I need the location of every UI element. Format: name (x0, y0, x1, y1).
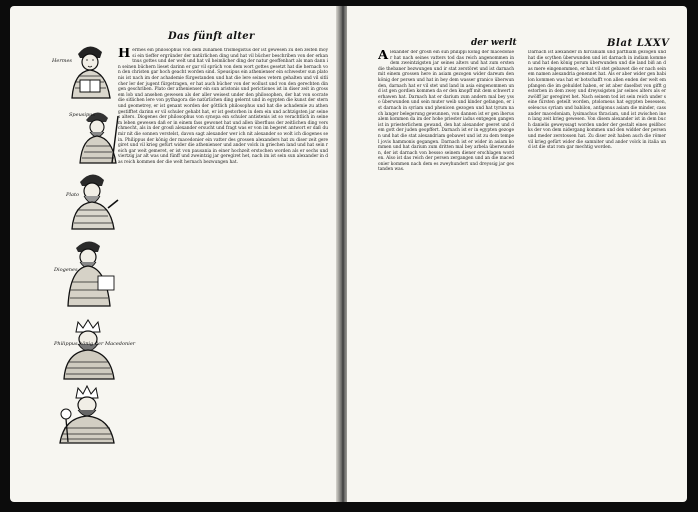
right-page-running-head: der werlt (471, 38, 517, 48)
crowned-king-icon (56, 318, 120, 380)
figure-caption: Plato (66, 192, 79, 198)
figure-caption: Speusipus (69, 112, 95, 118)
right-page-column-left: Alexander der grosß ein sun philippi könig der macedonier hat nach seines vatters tod das reich angenommen in dem zweintzigsten jar seines alters und hat zum ersten die thebaner bezwungen und ir stat zerstöret und ist darnach mit einem grossen here in asiam gezogen wider dareum den könig der persen und hat in bey dem wasser granico überwunden, darnach hat er vil stet und land in asia eingenommen und ist gen gordien kommen da er den knopff mit dem schwert zerhawen hat. Darnach hat er darium zum andern mal bey ysso überwunden und sein muter weib und kinder gefangen, er ist darnach in syriam und phenicen gezogen und hat tyrum nach langer belegerung gewunnen, von dannen ist er gen iherusalem kommen da im der hohe priester iadus entgegen gangen ist in priesterlichem gewand, den hat alexander geeret und dem gott der juden geopffert. Darnach ist er in egypten gezogen und hat die stat alexandriam gebawet und ist zu dem tempel jovis hammonis gegangen. Darnach ist er wider in asiam kommen und hat darium zum dritten mal bey arbela überwunden, der ist darnach von bessso seinem diener erschlagen worden. Also ist das reich der persen zergangen und an die macedonier kommen nach dem es zweyhundert und dreyssig jar gestanden was. (378, 50, 514, 173)
figure-caption: Philippus könig der Macedonier (54, 341, 136, 347)
right-page-column-right: Darnach ist alexander in hircaniam und parthiam gezogen und hat die scythen überwunden und ist darnach in indiam kommen und hat den könig porum überwunden und die land biß an das mere eingenommen, er hat vil stet gebawet die er nach seinem namen alexandria genennet hat. Als er aber wider gen babilon kommen was hat er botschafft von allen enden der welt empfangen die im gehuldet haben, er ist aber daselbst von gifft gestorben in dem zwey und dreyssigsten jar seines alters als er zwölff jar geregiret het. Nach seinem tod ist sein reich under seine fürsten geteilt worden, ptolomeus hat egypten besessen, seleucus syriam und babilon, antigonus asiam die minder, cassander macedoniam, lysimachus thraciam, und ist zwischen inen lang zeit krieg gewesen. Von disem alexander ist in dem buch danielis geweyssagt worden under der gestalt eines geißbocks der von dem nidergang kommen und den widder der persen und meder zerstossen hat. Zu diser zeit haben auch die römer vil krieg gefürt wider die samniter und ander volck in italia und ist die stat rom gar mechtig worden. (528, 50, 666, 151)
philosopher-teaching-icon (64, 168, 120, 230)
scholar-with-hat-icon (58, 38, 120, 100)
left-page-body-text: Hermes ein philosophus von dem zunamen trismegistus der ist gewesen zu den zeiten moysi ein tieffer ergründer der natürlichen ding und hat vil bücher beschriben von der erkantnus gottes und der welt und hat vil heimlicher ding der natur geoffenbart als man dann in seinen büchern lieset darinn er gar vil sprüch von dem wort gottes gesetzt hat die hernach von den christen gar hoch geacht worden sind. Speusipus ein athenienser ein schwester sun platonis ist nach im der achademie fürgestanden und hat die lere seines vetern gehalten und vil sitlicher ler der jugent fürgetragen, er hat auch bücher von der wollust und von den gerechten dingen geschriben. Plato der athenienser ein sun aristonis und perictiones ist in diser zeit in grossem lob und ansehen gewesen als der aller weisest under den philosophen, der hat von socrate die sitlichen lere von pythagora die natürlichen ding gelernt und in egypten die kunst der stern und geometrey, er ist genant worden der göttlich philosophus und hat die achademie zu athen gestifftet darinn er vil schuler gehabt hat, er ist gestorben in dem ein und achtzigsten jar seines alters. Diogenes der philosophus von synopa ein schuler antistenis ist so verachtlich in seinem leben gewesen daß er in einem fass gewonet hat und allen überfluss der zeitlichen ding verschmecht, als in der grosß alexander ersucht und fragt was er von im begeret antwort er daß du mir nit die sonnen verstelst, davon sagt alexander wer ich nit alexander so wolt ich diogenes sein. Philippus der könig der macedonier ein vatter des grossen alexanders hat zu diser zeit geregiret und vil krieg gefürt wider die athenienser und ander volck in griechen land und hat sein reich gar weit gemeret, er ist von pausania in einer hochzeit erstochen worden als er sechs und viertzig jar alt was und fünff und zweintzig jar geregiret het, nach im ist sein sun alexander in das reich kommen der die welt hernach bezwungen hat. (118, 48, 328, 165)
figure-caption: Diogenes (54, 267, 78, 273)
left-page-heading: Das fünft alter (168, 31, 255, 42)
crowned-king-icon (54, 384, 120, 444)
folio-number: Blat LXXV (607, 38, 670, 49)
figure-caption: Hermes (52, 58, 72, 64)
